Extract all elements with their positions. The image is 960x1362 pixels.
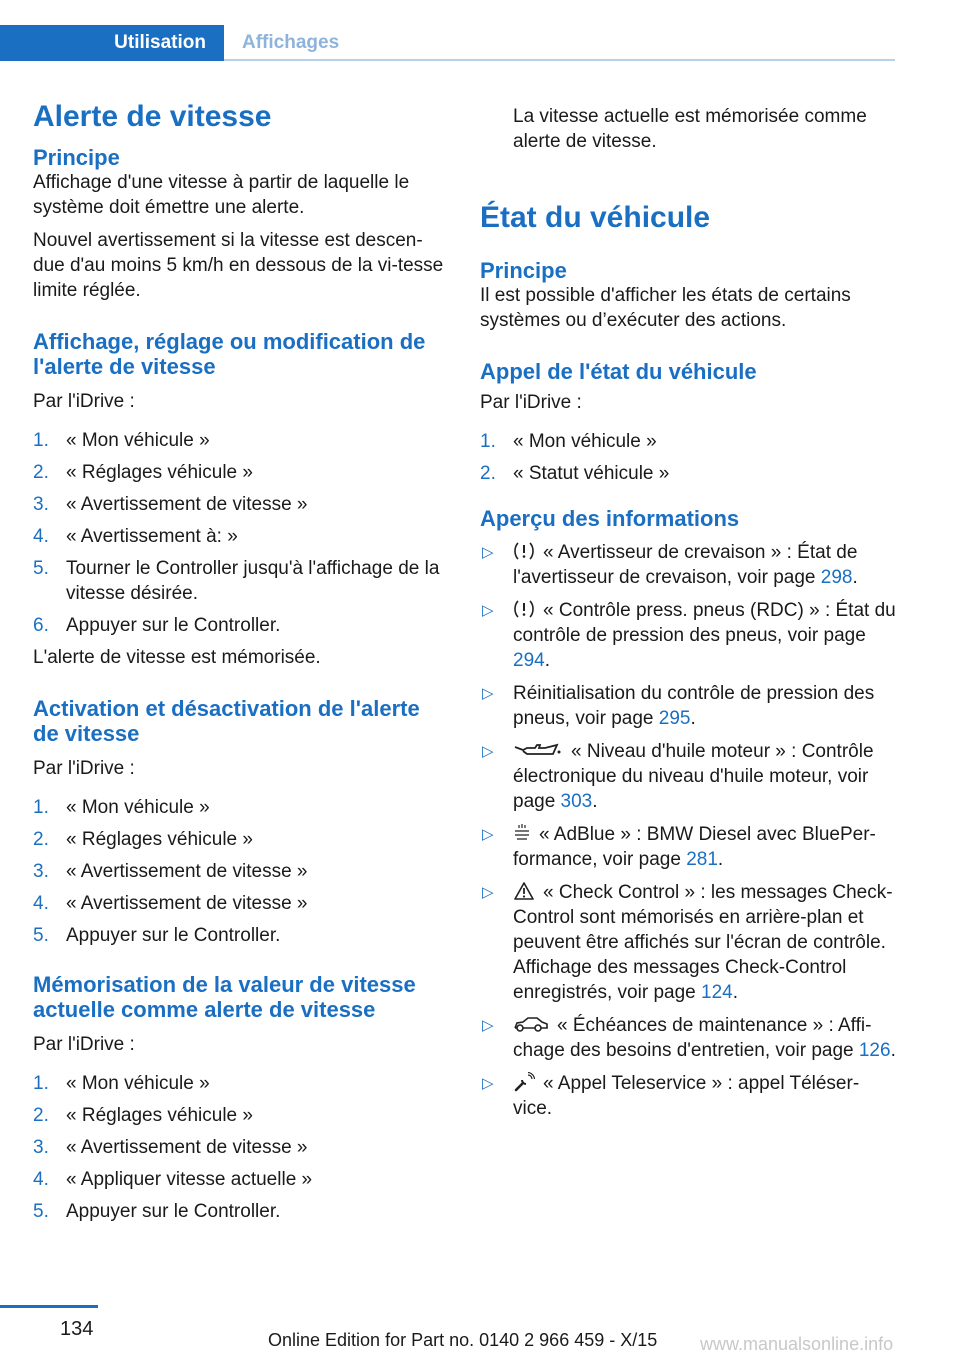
teleservice-wrench-icon xyxy=(513,1072,535,1092)
list-item: ▷ Réinitialisation du contrôle de pression des pneus, voir page 295. xyxy=(482,683,875,729)
paragraph-carryover: La vitesse actuelle est mémorisée comme alerte de vitesse. xyxy=(513,106,867,152)
list-item: 6. Appuyer sur le Controller. xyxy=(33,615,281,636)
heading-apercu: Aperçu des informations xyxy=(480,506,740,531)
bullet-marker: ▷ xyxy=(482,826,494,843)
right-column xyxy=(480,198,898,1129)
paragraph: Il est possible d'afficher les états de certains systèmes ou d’exécuter des actions. xyxy=(480,285,851,331)
list-item: 5. Appuyer sur le Controller. xyxy=(33,925,281,946)
list-item: ▷ « Contrôle press. pneus (RDC) » : État du contrôle de pression des pneus, voir page 294. xyxy=(482,600,896,671)
page-link[interactable]: 298 xyxy=(820,567,853,588)
bullet-marker: ▷ xyxy=(482,685,494,702)
paragraph: Affichage d'une vitesse à partir de laquelle le système doit émettre une alerte. xyxy=(33,172,410,218)
steps-memorisation xyxy=(33,1071,448,1224)
heading-activation: Activation et désactivation de l'alerte de vitesse xyxy=(33,696,420,746)
section-title-etat: État du véhicule xyxy=(480,201,711,234)
list-item: 2. « Réglages véhicule » xyxy=(33,829,253,850)
bullet-marker: ▷ xyxy=(482,1017,494,1034)
footer-watermark: www.manualsonline.info xyxy=(700,1334,894,1354)
steps-affichage xyxy=(33,428,448,638)
paragraph: Par l'iDrive : xyxy=(33,758,135,779)
warning-triangle-icon xyxy=(513,881,535,901)
page-number: 134 xyxy=(60,1318,94,1340)
list-item: ▷ « Échéances de maintenance » : Affi‐chage des besoins d'entretien, voir page 126. xyxy=(482,1015,896,1061)
heading-affichage: Affichage, réglage ou modification de l'alerte de vitesse xyxy=(33,329,426,379)
list-item: 5. Appuyer sur le Controller. xyxy=(33,1201,281,1222)
bullet-marker: ▷ xyxy=(482,743,494,760)
footer-edition: Online Edition for Part no. 0140 2 966 459 - X/15 xyxy=(268,1330,658,1350)
page-link[interactable]: 126 xyxy=(858,1040,891,1061)
list-item: ▷ « Avertisseur de crevaison » : État de l'avertisseur de crevaison, voir page 298. xyxy=(482,542,858,588)
tire-pressure-warning-icon xyxy=(513,599,535,619)
bullet-marker: ▷ xyxy=(482,602,494,619)
section-title-alerte: Alerte de vitesse xyxy=(33,100,272,133)
page-link[interactable]: 124 xyxy=(701,982,733,1003)
paragraph: Nouvel avertissement si la vitesse est descen‐due d'au moins 5 km/h en dessous de la vi‐tesse limite réglée. xyxy=(33,230,444,301)
list-item: 1. « Mon véhicule » xyxy=(33,797,210,818)
right-column-carry xyxy=(513,97,898,154)
steps-activation xyxy=(33,795,448,948)
list-item: 1. « Mon véhicule » xyxy=(33,430,210,451)
left-column xyxy=(33,97,448,1231)
paragraph: Par l'iDrive : xyxy=(480,392,582,413)
heading-principe-etat: Principe xyxy=(480,258,567,283)
page-link[interactable]: 303 xyxy=(560,791,593,812)
list-item: 2. « Réglages véhicule » xyxy=(33,462,253,483)
paragraph: Par l'iDrive : xyxy=(33,1034,135,1055)
bullet-marker: ▷ xyxy=(482,884,494,901)
service-car-icon xyxy=(513,1016,549,1034)
tire-pressure-warning-icon xyxy=(513,541,535,561)
page-link[interactable]: 281 xyxy=(686,849,718,870)
heading-appel: Appel de l'état du véhicule xyxy=(480,359,757,384)
paragraph: Par l'iDrive : xyxy=(33,391,135,412)
list-item: 3. « Avertissement de vitesse » xyxy=(33,861,308,882)
list-item: 4. « Avertissement à: » xyxy=(33,526,238,547)
list-item: 1. « Mon véhicule » xyxy=(33,1073,210,1094)
header-tabs xyxy=(0,25,895,61)
list-item: ▷ « Appel Teleservice » : appel Téléser‐vice. xyxy=(482,1073,860,1119)
list-item: 3. « Avertissement de vitesse » xyxy=(33,494,308,515)
heading-memorisation: Mémorisation de la valeur de vitesse actuelle comme alerte de vitesse xyxy=(33,972,416,1022)
tab-affichages[interactable]: Affichages xyxy=(242,32,340,53)
footer-rule xyxy=(0,1305,98,1308)
bullet-marker: ▷ xyxy=(482,1075,494,1092)
header-rule xyxy=(224,59,895,61)
bullet-marker: ▷ xyxy=(482,544,494,561)
list-item: ▷ « Check Control » : les messages Check-Control sont mémorisés en arrière-plan et peuvent être affichés sur l'écran de contrôle. Affichage des messages Check-Control enregistrés, voir page 124. xyxy=(482,882,893,1003)
adblue-icon xyxy=(513,823,531,843)
list-item: ▷ « Niveau d'huile moteur » : Contrôle électronique du niveau d'huile moteur, voir page 303. xyxy=(482,741,874,812)
list-item: 5. Tourner le Controller jusqu'à l'affichage de la vitesse désirée. xyxy=(33,558,440,604)
list-item: 1. « Mon véhicule » xyxy=(480,431,657,452)
oil-can-icon xyxy=(513,742,563,760)
tab-utilisation[interactable]: Utilisation xyxy=(0,25,224,61)
page-link[interactable]: 295 xyxy=(658,708,691,729)
heading-principe-alerte: Principe xyxy=(33,145,120,170)
list-item: 3. « Avertissement de vitesse » xyxy=(33,1137,308,1158)
list-item: 4. « Avertissement de vitesse » xyxy=(33,893,308,914)
list-item: 4. « Appliquer vitesse actuelle » xyxy=(33,1169,313,1190)
list-item: 2. « Réglages véhicule » xyxy=(33,1105,253,1126)
paragraph: L'alerte de vitesse est mémorisée. xyxy=(33,647,321,668)
page-link[interactable]: 294 xyxy=(513,650,545,671)
list-item: 2. « Statut véhicule » xyxy=(480,463,670,484)
list-item: ▷ « AdBlue » : BMW Diesel avec BluePer‐formance, voir page 281. xyxy=(482,824,876,870)
info-list xyxy=(480,540,898,1121)
steps-appel xyxy=(480,429,898,486)
